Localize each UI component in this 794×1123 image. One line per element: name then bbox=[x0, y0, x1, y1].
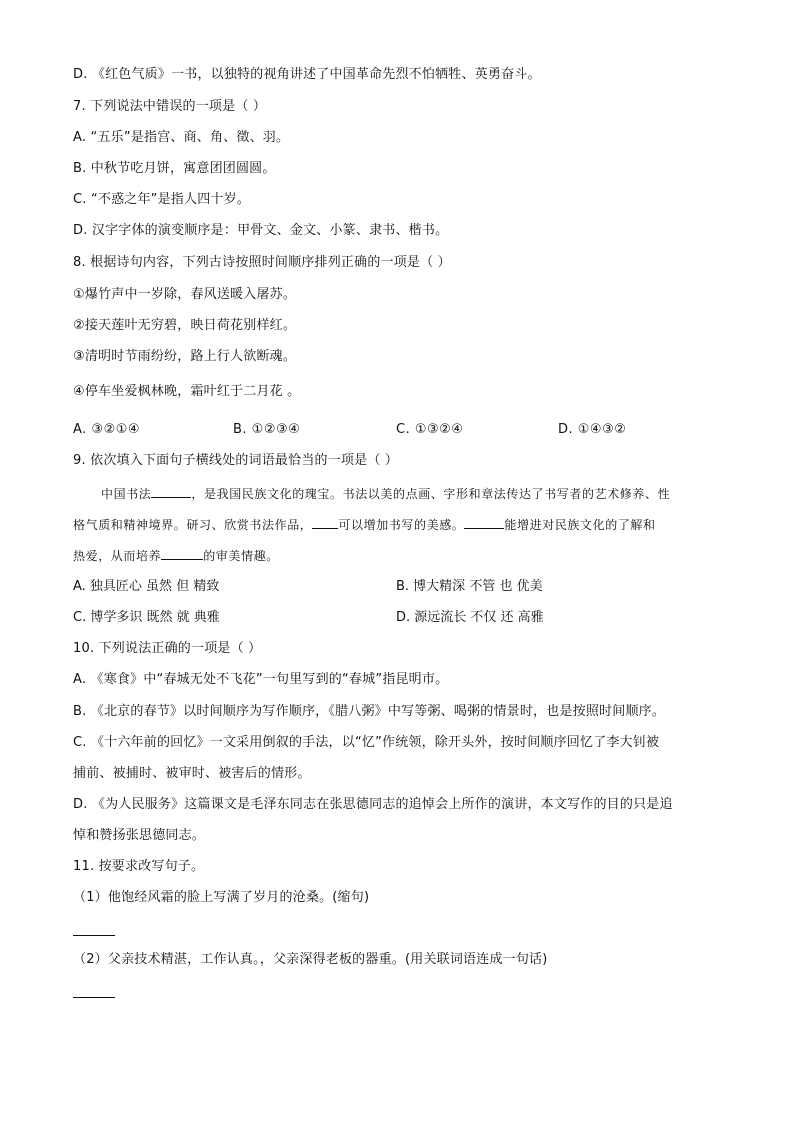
q9-passage-line-1 bbox=[101, 484, 670, 503]
q10-option-c-line-1: C. 《十六年前的回忆》一文采用倒叙的手法，以“忆”作统领，除开头外，按时间顺序回忆了李大钊被 bbox=[73, 735, 660, 750]
passage-text: 格气质和精神境界。研习、欣赏书法作品， bbox=[73, 518, 313, 532]
q9-passage-line-3 bbox=[73, 546, 279, 565]
q9-option-c: C. 博学多识 既然 就 典雅 bbox=[73, 610, 220, 625]
q10-option-c-line-2: 捕前、被捕时、被审时、被害后的情形。 bbox=[73, 766, 311, 781]
q11-sub-2: （2）父亲技术精湛，工作认真。，父亲深得老板的器重。(用关联词语连成一句话) bbox=[73, 952, 548, 967]
q9-stem: 9. 依次填入下面句子横线处的词语最恰当的一项是（ ） bbox=[73, 453, 399, 468]
q10-option-d-line-2: 悼和赞扬张思德同志。 bbox=[73, 828, 206, 843]
q8-poem-2: ②接天莲叶无穷碧，映日荷花别样红。 bbox=[73, 318, 297, 333]
q8-poem-1: ①爆竹声中一岁除，春风送暖入屠苏。 bbox=[73, 287, 297, 302]
q9-option-d: D. 源远流长 不仅 还 高雅 bbox=[396, 610, 544, 625]
passage-text: 能增进对民族文化的了解和 bbox=[504, 518, 656, 532]
q8-option-b: B. ①②③④ bbox=[233, 422, 301, 437]
fill-blank-2[interactable] bbox=[312, 515, 338, 529]
q11-sub-1: （1）他饱经风霜的脸上写满了岁月的沧桑。(缩句) bbox=[73, 890, 370, 905]
q7-option-b: B. 中秋节吃月饼，寓意团团圆圆。 bbox=[73, 161, 276, 176]
q9-option-a: A. 独具匠心 虽然 但 精致 bbox=[73, 579, 220, 594]
passage-text: 中国书法 bbox=[101, 487, 152, 501]
q8-option-a: A. ③②①④ bbox=[73, 422, 141, 437]
q11-answer-line-2[interactable] bbox=[73, 997, 115, 998]
q11-stem: 11. 按要求改写句子。 bbox=[73, 859, 205, 874]
passage-text: 可以增加书写的美感。 bbox=[338, 518, 465, 532]
q8-poem-4: ④停车坐爱枫林晚，霜叶红于二月花 。 bbox=[73, 384, 301, 399]
q9-passage-line-2 bbox=[73, 515, 656, 534]
q7-option-d: D. 汉字字体的演变顺序是：甲骨文、金文、小篆、隶书、楷书。 bbox=[73, 223, 449, 238]
q10-option-a: A. 《寒食》中“春城无处不飞花”一句里写到的“春城”指昆明市。 bbox=[73, 672, 449, 687]
passage-text: ，是我国民族文化的瑰宝。书法以美的点画、字形和章法传达了书写者的艺术修养、性 bbox=[191, 487, 671, 501]
q8-stem: 8. 根据诗句内容，下列古诗按照时间顺序排列正确的一项是（ ） bbox=[73, 255, 451, 270]
q10-stem: 10. 下列说法正确的一项是（ ） bbox=[73, 641, 262, 656]
q7-option-c: C. “不惑之年”是指人四十岁。 bbox=[73, 192, 251, 207]
q10-option-d-line-1: D. 《为人民服务》这篇课文是毛泽东同志在张思德同志的追悼会上所作的演讲，本文写作的目的只是追 bbox=[73, 797, 673, 812]
q8-poem-3: ③清明时节雨纷纷，路上行人欲断魂。 bbox=[73, 349, 297, 364]
fill-blank-3[interactable] bbox=[464, 515, 504, 529]
q7-option-a: A. “五乐”是指宫、商、角、徵、羽。 bbox=[73, 130, 290, 145]
q10-option-b: B. 《北京的春节》以时间顺序为写作顺序，《腊八粥》中写等粥、喝粥的情景时，也是按照时间顺序。 bbox=[73, 704, 666, 719]
passage-text: 的审美情趣。 bbox=[203, 549, 279, 563]
q7-stem: 7. 下列说法中错误的一项是（ ） bbox=[73, 99, 267, 114]
q8-option-d: D. ①④③② bbox=[558, 422, 627, 437]
q9-option-b: B. 博大精深 不管 也 优美 bbox=[396, 579, 543, 594]
q6-option-d: D. 《红色气质》一书，以独特的视角讲述了中国革命先烈不怕牺牲、英勇奋斗。 bbox=[73, 67, 541, 82]
q11-answer-line-1[interactable] bbox=[73, 935, 115, 936]
fill-blank-1[interactable] bbox=[151, 484, 191, 498]
fill-blank-4[interactable] bbox=[161, 546, 203, 560]
passage-text: 热爱，从而培养 bbox=[73, 549, 162, 563]
q8-option-c: C. ①③②④ bbox=[396, 422, 464, 437]
